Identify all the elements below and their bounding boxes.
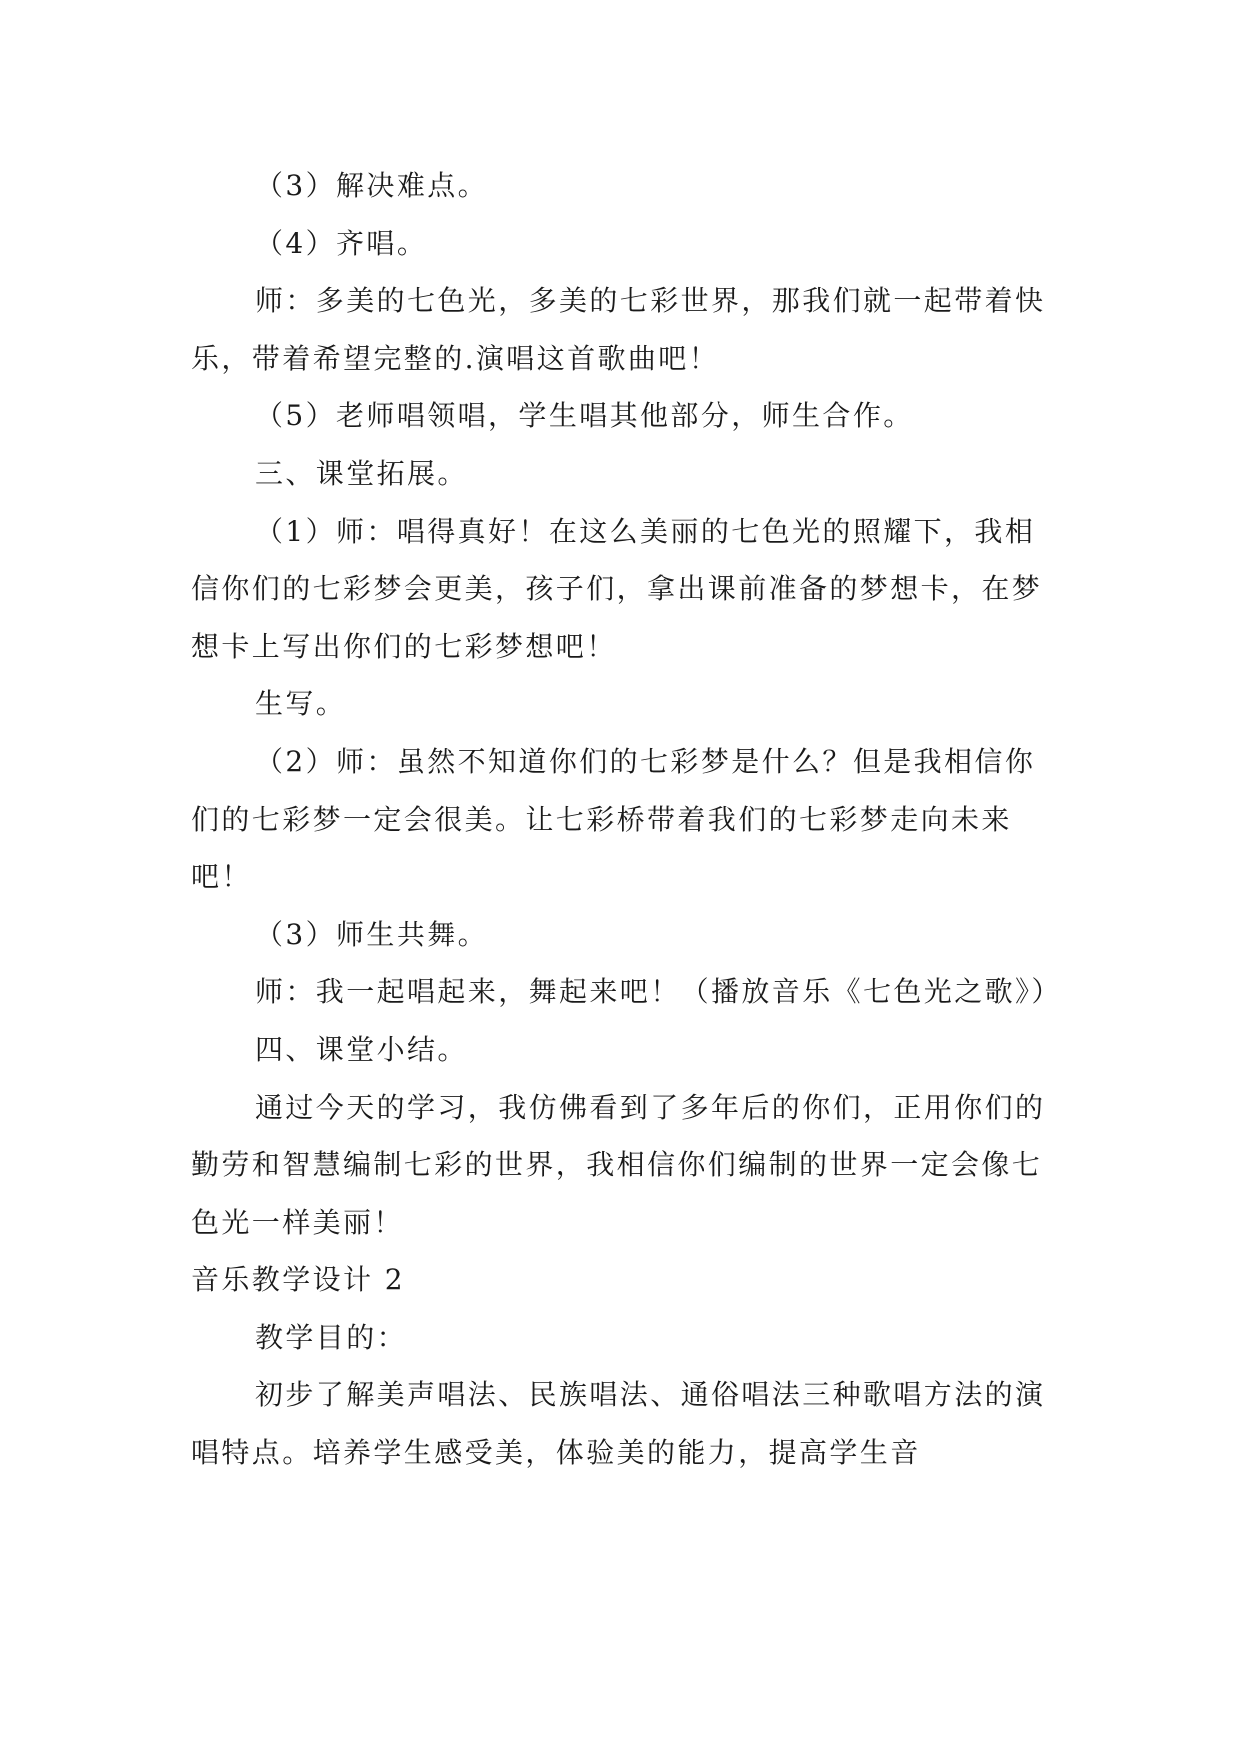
students-write-paragraph: 生写。 [255, 687, 347, 721]
section-3-heading: 三、课堂拓展。 [255, 456, 468, 490]
extension-2-paragraph: （2）师：虽然不知道你们的七彩梦是什么？但是我相信你们的七彩梦一定会很美。让七彩桥带着我们的七彩梦走向未来吧！ [191, 744, 1036, 894]
step-4-paragraph: （4）齐唱。 [255, 226, 428, 260]
summary-paragraph: 通过今天的学习，我仿佛看到了多年后的你们，正用你们的勤劳和智慧编制七彩的世界，我相信你们编制的世界一定会像七色光一样美丽！ [191, 1090, 1046, 1239]
step-5-paragraph: （5）老师唱领唱，学生唱其他部分，师生合作。 [255, 399, 914, 433]
step-3-paragraph: （3）解决难点。 [255, 169, 489, 202]
document-body [191, 157, 1062, 1482]
dance-line-paragraph: 师：我一起唱起来，舞起来吧！（播放音乐《七色光之歌》） [255, 975, 1062, 1009]
design-2-title: 音乐教学设计 2 [191, 1263, 405, 1297]
teacher-line-paragraph: 师：多美的七色光，多美的七彩世界，那我们就一起带着快乐，带着希望完整的.演唱这首歌曲吧！ [191, 284, 1046, 375]
teaching-aims-paragraph: 初步了解美声唱法、民族唱法、通俗唱法三种歌唱方法的演唱特点。培养学生感受美，体验美的能力，提高学生音 [191, 1378, 1046, 1470]
teaching-aims-heading: 教学目的： [255, 1320, 408, 1354]
extension-3-paragraph: （3）师生共舞。 [255, 917, 489, 951]
section-4-heading: 四、课堂小结。 [255, 1032, 468, 1066]
extension-1-paragraph: （1）师：唱得真好！在这么美丽的七色光的照耀下，我相信你们的七彩梦会更美，孩子们，拿出课前准备的梦想卡，在梦想卡上写出你们的七彩梦想吧！ [191, 514, 1043, 663]
